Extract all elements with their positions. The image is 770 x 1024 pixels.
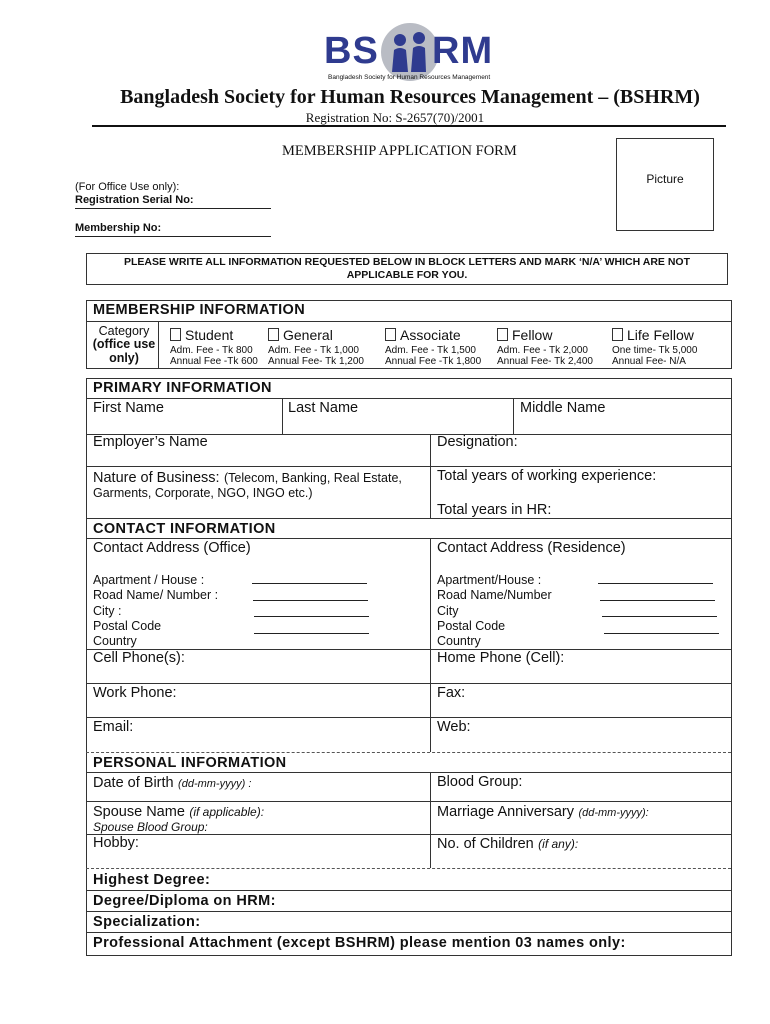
fellow-label: Fellow [512, 327, 553, 343]
picture-label: Picture [646, 172, 684, 186]
spouse-blood-group-field[interactable]: Spouse Blood Group: [93, 820, 208, 834]
res-road-field[interactable] [600, 600, 715, 601]
children-field[interactable] [437, 835, 578, 853]
dob-hint: (dd-mm-yyyy) : [178, 778, 252, 790]
logo-subtitle: Bangladesh Society for Human Resources Management [328, 74, 491, 81]
office-city-field[interactable] [254, 616, 369, 617]
membership-heading: MEMBERSHIP INFORMATION [93, 302, 306, 318]
fellow-fee-adm: Adm. Fee - Tk 2,000 [497, 345, 588, 356]
associate-checkbox[interactable] [385, 328, 396, 341]
res-road-label: Road Name/Number [437, 588, 552, 602]
spouse-name-field[interactable] [93, 803, 264, 821]
logo [318, 22, 498, 84]
life-fellow-fee-adm: One time- Tk 5,000 [612, 345, 698, 356]
hrm-diploma-field[interactable]: Degree/Diploma on HRM: [93, 893, 276, 909]
hobby-field[interactable]: Hobby: [93, 835, 139, 851]
work-phone-field[interactable]: Work Phone: [93, 685, 177, 701]
life-fellow-checkbox[interactable] [612, 328, 623, 341]
spouse-hint: (if applicable): [189, 805, 265, 819]
primary-heading: PRIMARY INFORMATION [93, 380, 272, 396]
form-title: MEMBERSHIP APPLICATION FORM [282, 143, 517, 159]
anniversary-field[interactable] [437, 803, 649, 821]
res-postal-field[interactable] [604, 633, 719, 634]
student-fee-annual: Annual Fee -Tk 600 [170, 356, 258, 367]
registration-serial-field[interactable] [75, 208, 271, 209]
dob-field[interactable] [93, 774, 251, 792]
office-apartment-label: Apartment / House : [93, 573, 205, 587]
membership-no-field[interactable] [75, 236, 271, 237]
office-road-label: Road Name/ Number : [93, 588, 219, 602]
web-field[interactable]: Web: [437, 719, 471, 735]
associate-fee-adm: Adm. Fee - Tk 1,500 [385, 345, 476, 356]
middle-name-field[interactable]: Middle Name [520, 400, 606, 416]
associate-label: Associate [400, 327, 461, 343]
res-apartment-label: Apartment/House : [437, 573, 542, 587]
res-city-field[interactable] [602, 616, 717, 617]
home-phone-field[interactable]: Home Phone (Cell): [437, 650, 565, 666]
fax-field[interactable]: Fax: [437, 685, 466, 701]
registration-number: Registration No: S-2657(70)/2001 [305, 110, 485, 125]
logo-letters-right: RM [432, 30, 494, 72]
option-general[interactable] [268, 327, 364, 367]
anniversary-label: Marriage Anniversary [437, 804, 574, 820]
general-label: General [283, 327, 333, 343]
office-address-label: Contact Address (Office) [93, 540, 251, 556]
header-rule [92, 125, 726, 127]
nature-hint: (Telecom, Banking, Real Estate, [224, 471, 402, 485]
res-country-label: Country [437, 634, 481, 648]
office-country-label: Country [93, 634, 137, 648]
nature-hint-2: Garments, Corporate, NGO, INGO etc.) [93, 486, 313, 500]
instructions-text: PLEASE WRITE ALL INFORMATION REQUESTED BELOW IN BLOCK LETTERS AND MARK ‘N/A’ WHICH ARE NOT APPLICABLE FOR YOU. [123, 256, 691, 281]
general-checkbox[interactable] [268, 328, 279, 341]
first-name-field[interactable]: First Name [93, 400, 164, 416]
org-title: Bangladesh Society for Human Resources Management – (BSHRM) [120, 86, 700, 108]
student-fee-adm: Adm. Fee - Tk 800 [170, 345, 253, 356]
professional-attachment-field[interactable]: Professional Attachment (except BSHRM) please mention 03 names only: [93, 935, 626, 951]
res-postal-label: Postal Code [437, 619, 506, 633]
main-form [86, 378, 732, 956]
years-in-hr-field[interactable]: Total years in HR: [437, 502, 552, 518]
general-fee-annual: Annual Fee- Tk 1,200 [268, 356, 364, 367]
specialization-field[interactable]: Specialization: [93, 914, 201, 930]
experience-field[interactable]: Total years of working experience: [437, 468, 657, 484]
option-student[interactable] [170, 327, 258, 367]
associate-fee-annual: Annual Fee -Tk 1,800 [385, 356, 482, 367]
office-use-note: (For Office Use only): [75, 181, 180, 193]
highest-degree-field[interactable]: Highest Degree: [93, 872, 211, 888]
option-associate[interactable] [385, 327, 481, 367]
cell-phone-field[interactable]: Cell Phone(s): [93, 650, 185, 666]
anniversary-hint: (dd-mm-yyyy): [578, 807, 649, 819]
fellow-fee-annual: Annual Fee- Tk 2,400 [497, 356, 593, 367]
personal-heading: PERSONAL INFORMATION [93, 755, 287, 771]
option-fellow[interactable] [497, 327, 593, 367]
contact-heading: CONTACT INFORMATION [93, 521, 276, 537]
life-fellow-label: Life Fellow [627, 327, 694, 343]
office-postal-label: Postal Code [93, 619, 162, 633]
option-life-fellow[interactable] [612, 327, 697, 367]
last-name-field[interactable]: Last Name [288, 400, 359, 416]
children-hint: (if any): [538, 837, 579, 851]
office-road-field[interactable] [253, 600, 368, 601]
instructions-box [86, 253, 728, 285]
office-use-category: (office use only) [92, 337, 156, 365]
picture-box[interactable] [616, 138, 714, 231]
designation-field[interactable]: Designation: [437, 434, 518, 450]
email-field[interactable]: Email: [93, 719, 134, 735]
employer-name-field[interactable]: Employer’s Name [93, 434, 208, 450]
membership-no-label: Membership No: [75, 222, 162, 234]
dob-label: Date of Birth [93, 775, 174, 791]
logo-letters-left: BS [324, 30, 379, 72]
blood-group-field[interactable]: Blood Group: [437, 774, 523, 790]
nature-of-business-field[interactable] [93, 469, 402, 487]
life-fellow-fee-annual: Annual Fee- N/A [612, 356, 686, 367]
res-apartment-field[interactable] [598, 583, 713, 584]
nature-label: Nature of Business: [93, 470, 220, 486]
fellow-checkbox[interactable] [497, 328, 508, 341]
office-city-label: City : [93, 604, 122, 618]
children-label: No. of Children [437, 836, 534, 852]
category-label: Category [98, 324, 150, 338]
registration-serial-label: Registration Serial No: [75, 194, 194, 206]
office-postal-field[interactable] [254, 633, 369, 634]
spouse-label: Spouse Name [93, 804, 185, 820]
res-city-label: City [437, 604, 459, 618]
general-fee-adm: Adm. Fee - Tk 1,000 [268, 345, 359, 356]
office-apartment-field[interactable] [252, 583, 367, 584]
student-checkbox[interactable] [170, 328, 181, 341]
residence-address-label: Contact Address (Residence) [437, 540, 626, 556]
student-label: Student [185, 327, 234, 343]
